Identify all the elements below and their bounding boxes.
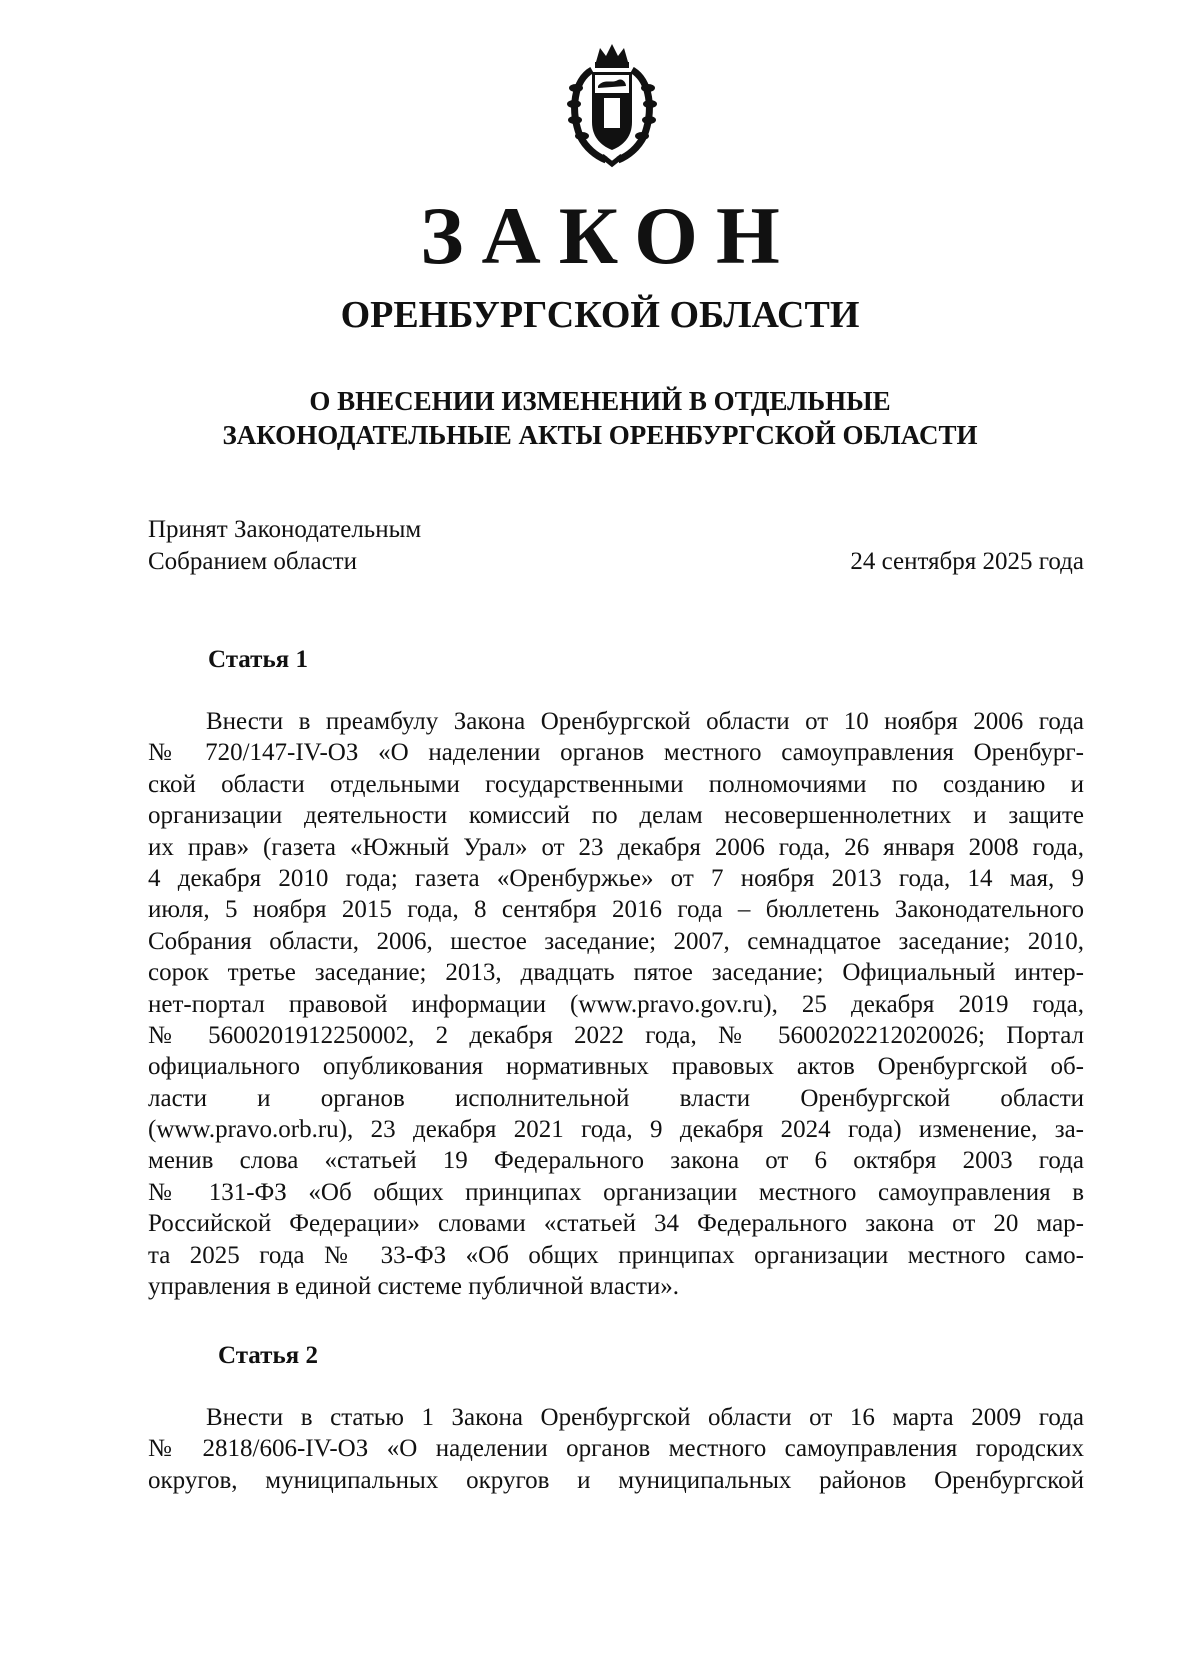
text-line: нет-портал правовой информации (www.pravo.gov.ru), 25 декабря 2019 года, [148, 990, 1084, 1018]
text-line: организации деятельности комиссий по делам несовершеннолетних и защите [148, 802, 1084, 830]
article-2-title: Статья 2 [218, 1342, 318, 1369]
text-line: официального опубликования нормативных правовых актов Оренбургской об- [148, 1053, 1084, 1081]
adoption-date: 24 сентября 2025 года [850, 548, 1084, 575]
text-line: 4 декабря 2010 года; газета «Оренбуржье» от 7 ноября 2013 года, 14 мая, 9 [148, 864, 1084, 892]
text-line: № 720/147-IV-ОЗ «О наделении органов местного самоуправления Оренбург- [148, 739, 1084, 767]
subject-line: ЗАКОНОДАТЕЛЬНЫЕ АКТЫ ОРЕНБУРГСКОЙ ОБЛАСТИ [222, 420, 978, 450]
article-2-text [148, 1402, 1084, 1496]
subject-line: О ВНЕСЕНИИ ИЗМЕНЕНИЙ В ОТДЕЛЬНЫЕ [309, 386, 891, 416]
document-region: ОРЕНБУРГСКОЙ ОБЛАСТИ [340, 294, 860, 336]
document-subject [0, 384, 1200, 452]
adoption-note [148, 514, 421, 578]
text-line: сорок третье заседание; 2013, двадцать пятое заседание; Официальный интер- [148, 959, 1084, 987]
adoption-line: Принят Законодательным [148, 516, 422, 543]
text-line: управления в единой системе публичной власти». [148, 1273, 679, 1301]
text-line: Внести в статью 1 Закона Оренбургской области от 16 марта 2009 года [206, 1404, 1084, 1431]
text-line: (www.pravo.orb.ru), 23 декабря 2021 года, 9 декабря 2024 года) изменение, за- [148, 1116, 1084, 1144]
text-line: Собрания области, 2006, шестое заседание; 2007, семнадцатое заседание; 2010, [148, 927, 1084, 955]
text-line: их прав» (газета «Южный Урал» от 23 декабря 2006 года, 26 января 2008 года, [148, 833, 1084, 861]
adoption-line: Собранием области [148, 548, 357, 575]
article-1-text [148, 706, 1084, 1302]
text-line: № 131-ФЗ «Об общих принципах организации местного самоуправления в [148, 1178, 1084, 1206]
text-line: июля, 5 ноября 2015 года, 8 сентября 2016 года – бюллетень Законодательного [148, 896, 1084, 924]
text-line: № 5600201912250002, 2 декабря 2022 года, № 5600202212020026; Портал [148, 1021, 1084, 1049]
coat-of-arms-emblem [562, 40, 662, 168]
text-line: Российской Федерации» словами «статьей 34 Федерального закона от 20 мар- [148, 1210, 1084, 1238]
text-line: ласти и органов исполнительной власти Оренбургской области [148, 1084, 1084, 1112]
document-title: ЗАКОН [420, 190, 798, 281]
text-line: та 2025 года № 33-ФЗ «Об общих принципах организации местного само- [148, 1241, 1084, 1269]
article-1-title: Статья 1 [208, 646, 308, 673]
text-line: менив слова «статьей 19 Федерального закона от 6 октября 2003 года [148, 1147, 1084, 1175]
text-line: № 2818/606-IV-ОЗ «О наделении органов местного самоуправления городских [148, 1435, 1084, 1463]
text-line: Внести в преамбулу Закона Оренбургской области от 10 ноября 2006 года [206, 708, 1084, 735]
text-line: округов, муниципальных округов и муниципальных районов Оренбургской [148, 1466, 1084, 1494]
text-line: ской области отдельными государственными полномочиями по созданию и [148, 770, 1084, 798]
